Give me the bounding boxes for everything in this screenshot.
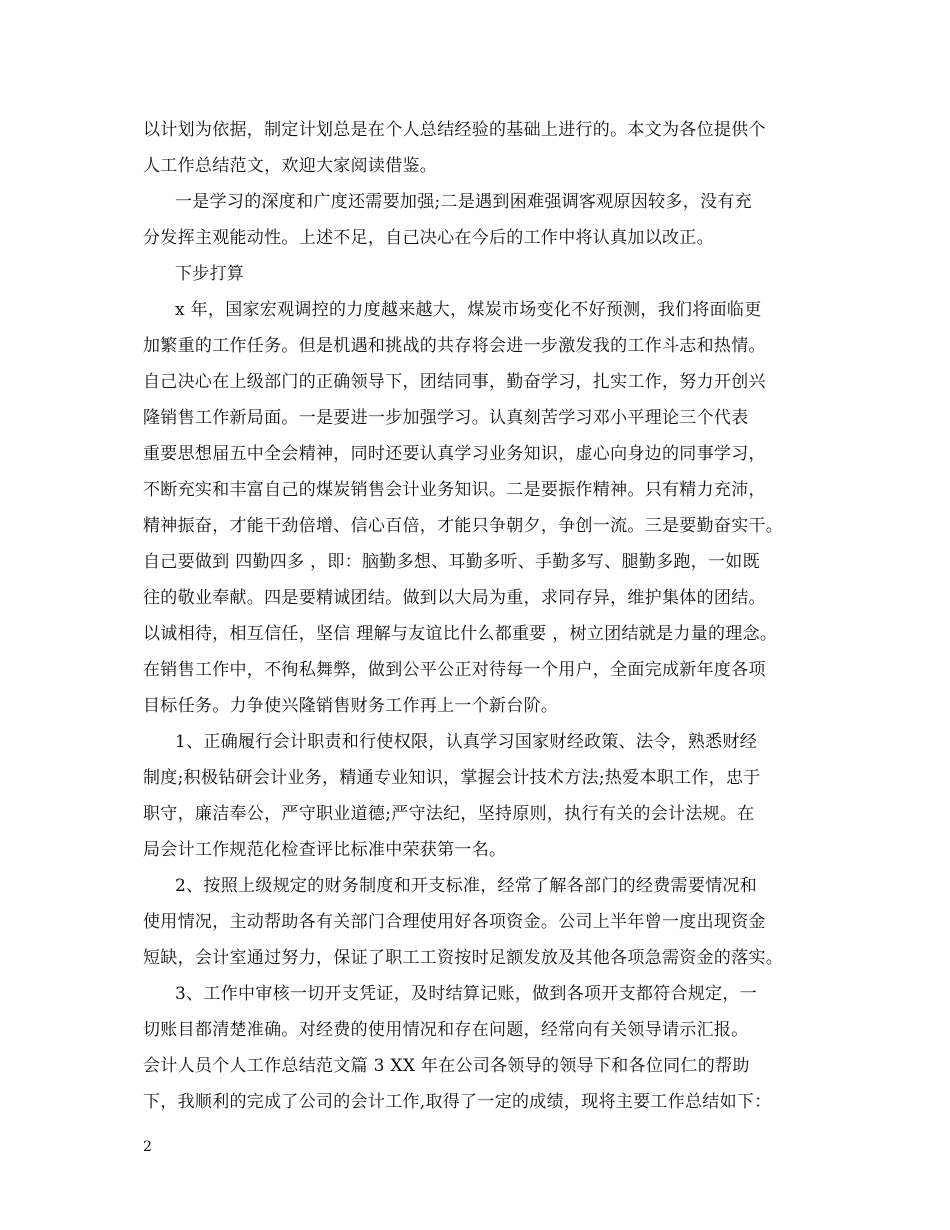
- paragraph-first-line: 一是学习的深度和广度还需要加强;二是遇到困难强调客观原因较多，没有充: [175, 192, 752, 212]
- text-line: 往的敬业奉献。四是要精诚团结。做到以大局为重，求同存异，维护集体的团结。: [143, 588, 766, 608]
- text-line: 精神振奋，才能干劲倍增、信心百倍，才能只争朝夕，争创一流。三是要勤奋实干。: [143, 516, 784, 536]
- text-line: 下，我顺利的完成了公司的会计工作,取得了一定的成绩，现将主要工作总结如下：: [143, 1092, 772, 1112]
- text-line: 在销售工作中，不徇私舞弊，做到公平公正对待每一个用户，全面完成新年度各项: [143, 660, 766, 680]
- text-line: 不断充实和丰富自己的煤炭销售会计业务知识。二是要振作精神。只有精力充沛，: [143, 480, 766, 500]
- text-line: 局会计工作规范化检查评比标准中荣获第一名。: [143, 840, 507, 860]
- numbered-paragraph-first-line: 3、工作中审核一切开支凭证，及时结算记账，做到各项开支都符合规定，一: [175, 984, 758, 1004]
- text-line: 自己决心在上级部门的正确领导下，团结同事，勤奋学习，扎实工作，努力开创兴: [143, 372, 766, 392]
- text-line: 加繁重的工作任务。但是机遇和挑战的共存将会进一步激发我的工作斗志和热情。: [143, 336, 766, 356]
- text-line: 制度;积极钻研会计业务，精通专业知识，掌握会计技术方法;热爱本职工作，忠于: [143, 768, 761, 788]
- text-line: 以计划为依据，制定计划总是在个人总结经验的基础上进行的。本文为各位提供个: [143, 120, 766, 140]
- text-line: 自己要做到 四勤四多 ，即：脑勤多想、耳勤多听、手勤多写、腿勤多跑，一如既: [143, 552, 760, 572]
- text-line: 分发挥主观能动性。上述不足，自己决心在今后的工作中将认真加以改正。: [143, 228, 714, 248]
- text-line: 重要思想届五中全会精神，同时还要认真学习业务知识，虚心向身边的同事学习，: [143, 444, 766, 464]
- text-line: 人工作总结范文，欢迎大家阅读借鉴。: [143, 156, 438, 176]
- numbered-paragraph-first-line: 2、按照上级规定的财务制度和开支标准，经常了解各部门的经费需要情况和: [175, 876, 758, 896]
- text-line: 职守，廉洁奉公，严守职业道德;严守法纪，坚持原则，执行有关的会计法规。在: [143, 804, 755, 824]
- paragraph-first-line: x 年，国家宏观调控的力度越来越大，煤炭市场变化不好预测，我们将面临更: [175, 300, 762, 320]
- page-number: 2: [143, 1139, 152, 1155]
- text-line: 以诚相待，相互信任，坚信 理解与友谊比什么都重要 ，树立团结就是力量的理念。: [143, 624, 778, 644]
- text-line: 会计人员个人工作总结范文篇 3 XX 年在公司各领导的领导下和各位同仁的帮助: [143, 1056, 750, 1076]
- section-heading: 下步打算: [175, 264, 245, 284]
- text-line: 短缺，会计室通过努力，保证了职工工资按时足额发放及其他各项急需资金的落实。: [143, 948, 784, 968]
- text-line: 目标任务。力争使兴隆销售财务工作再上一个新台阶。: [143, 696, 559, 716]
- text-line: 隆销售工作新局面。一是要进一步加强学习。认真刻苦学习邓小平理论三个代表: [143, 408, 749, 428]
- numbered-paragraph-first-line: 1、正确履行会计职责和行使权限，认真学习国家财经政策、法令，熟悉财经: [175, 732, 758, 752]
- text-line: 切账目都清楚准确。对经费的使用情况和存在问题，经常向有关领导请示汇报。: [143, 1020, 749, 1040]
- text-line: 使用情况，主动帮助各有关部门合理使用好各项资金。公司上半年曾一度出现资金: [143, 912, 766, 932]
